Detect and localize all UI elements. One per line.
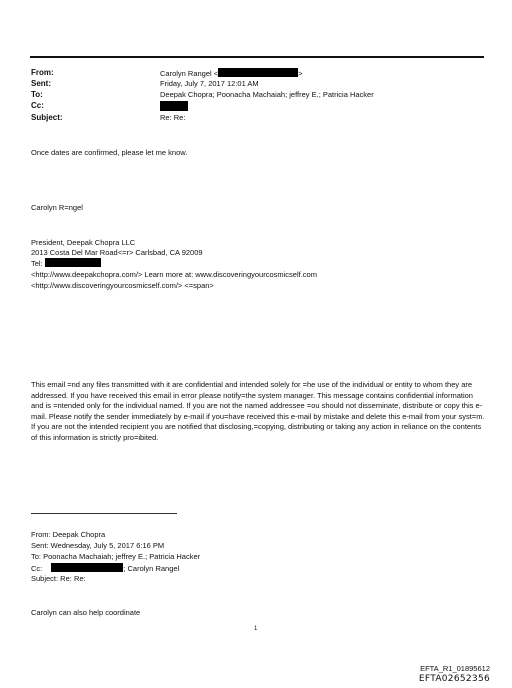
signature-title: President, Deepak Chopra LLC bbox=[31, 238, 136, 247]
body-line: Once dates are confirmed, please let me know. bbox=[31, 148, 188, 157]
quoted-body: Carolyn can also help coordinate bbox=[31, 608, 141, 617]
confidentiality-disclaimer: This email =nd any files transmitted with it are confidential and intended solely for =he use of the individual or entity to whom they are addressed. If you have received this email in error please notify=the system manager. This message contains confidential information and is =ntended only for the individual named. If you are not the named addressee =ou should not disseminate, distribute or copy this e-mail. Please notify the sender immediately by e-mail if you=have received this e-mail by mistake and delete this e-mail from your syst=m. If you are not the intended recipient you are notified that disclosing,=copying, distributing or taking any action in reliance on the contents of this information is strictly pro=ibited. bbox=[31, 380, 485, 442]
quoted-cc bbox=[31, 563, 179, 574]
signature-link1: <http://www.deepakchopra.com/> Learn more at: www.discoveringyourcosmicself.com bbox=[31, 270, 317, 279]
quoted-to: To: Poonacha Machaiah; jeffrey E.; Patricia Hacker bbox=[31, 552, 201, 561]
quoted-cc-label: Cc: bbox=[31, 564, 43, 573]
from-close: > bbox=[298, 69, 303, 78]
from-value bbox=[160, 68, 303, 79]
bates-number-small: EFTA_R1_01895612 bbox=[420, 664, 490, 673]
from-label: From: bbox=[31, 68, 54, 77]
bates-number-large: EFTA02652356 bbox=[418, 674, 490, 684]
cc-value bbox=[160, 101, 188, 113]
from-name: Carolyn Rangel < bbox=[160, 69, 219, 78]
sent-label: Sent: bbox=[31, 79, 51, 88]
quoted-subject: Subject: Re: Re: bbox=[31, 574, 86, 583]
signature-tel bbox=[31, 258, 101, 269]
quoted-from: From: Deepak Chopra bbox=[31, 530, 106, 539]
sent-value: Friday, July 7, 2017 12:01 AM bbox=[160, 79, 259, 88]
to-label: To: bbox=[31, 90, 43, 99]
tel-label: Tel: bbox=[31, 259, 43, 268]
quoted-separator bbox=[31, 513, 177, 514]
header-top-rule bbox=[30, 56, 484, 58]
quoted-cc-after: ; Carolyn Rangel bbox=[123, 564, 180, 573]
subject-label: Subject: bbox=[31, 113, 63, 122]
redaction-block bbox=[218, 68, 298, 77]
quoted-sent: Sent: Wednesday, July 5, 2017 6:16 PM bbox=[31, 541, 165, 550]
signature-address: 2013 Costa Del Mar Road<=r> Carlsbad, CA 92009 bbox=[31, 248, 203, 257]
page-number: 1 bbox=[254, 626, 258, 632]
redaction-block bbox=[45, 258, 101, 267]
cc-label: Cc: bbox=[31, 101, 44, 110]
signature-link2: <http://www.discoveringyourcosmicself.com/> <=span> bbox=[31, 281, 214, 290]
signoff: Carolyn R=ngel bbox=[31, 203, 83, 212]
to-value: Deepak Chopra; Poonacha Machaiah; jeffrey E.; Patricia Hacker bbox=[160, 90, 374, 99]
redaction-block bbox=[160, 101, 188, 111]
redaction-block bbox=[51, 563, 123, 572]
subject-value: Re: Re: bbox=[160, 113, 186, 122]
